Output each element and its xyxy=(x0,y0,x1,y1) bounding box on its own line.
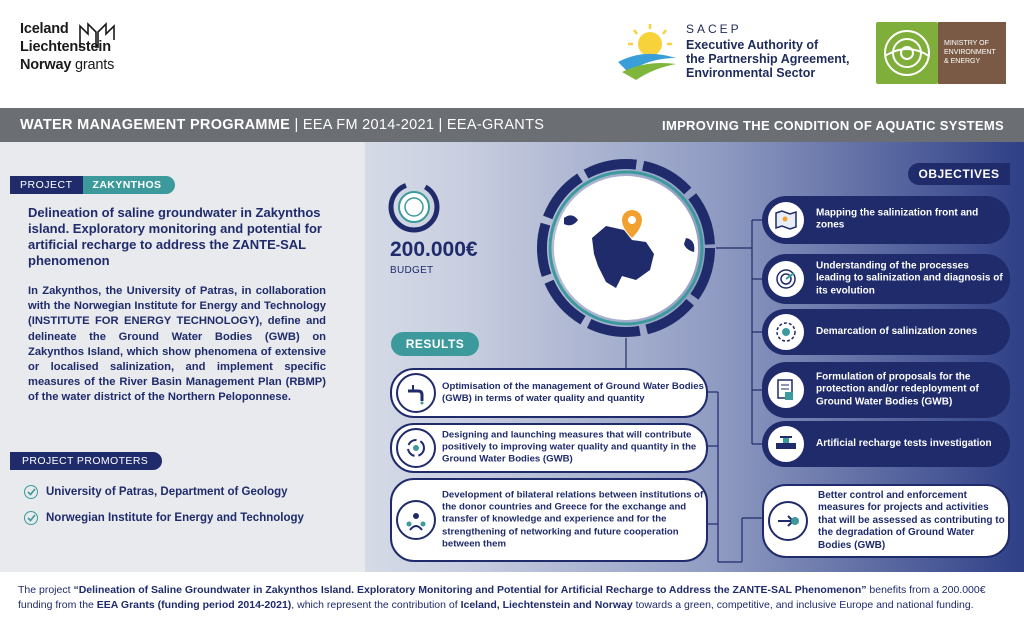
programme-subtitle: IMPROVING THE CONDITION OF AQUATIC SYSTEMS xyxy=(662,118,1004,133)
project-name: ZAKYNTHOS xyxy=(83,176,176,194)
budget-coin-icon xyxy=(388,181,440,233)
header xyxy=(0,0,1024,108)
result-text: Designing and launching measures that will contribute positively to improving water quality and quantity in the Ground Water Bodies (GWB) xyxy=(442,429,697,466)
eea-grants-logo xyxy=(20,20,114,74)
sacep-name: Executive Authority of the Partnership Agreement, Environmental Sector xyxy=(686,38,850,80)
promoter-item: University of Patras, Department of Geology xyxy=(24,485,288,499)
objective-card xyxy=(762,362,1010,418)
objectives-tag: OBJECTIVES xyxy=(908,163,1010,185)
objective-text: Formulation of proposals for the protection and/or redeployment of Ground Water Bodies (GWB) xyxy=(816,371,979,408)
result-card xyxy=(390,368,708,418)
project-tag xyxy=(10,176,175,194)
result-card xyxy=(390,423,708,473)
promoters-tag: PROJECT PROMOTERS xyxy=(10,452,162,470)
budget-amount: 200.000€ xyxy=(390,238,478,261)
objective-card xyxy=(762,196,1010,244)
result-text: Optimisation of the management of Ground Water Bodies (GWB) in terms of water quality and quantity xyxy=(442,380,704,404)
objective-text: Understanding of the processes leading to salinization and diagnosis of its evolution xyxy=(816,260,1003,297)
objective-text: Artificial recharge tests investigation xyxy=(816,437,992,449)
objective-card xyxy=(762,421,1010,467)
eea-line-2: Liechtenstein xyxy=(20,39,111,55)
ministry-emblem xyxy=(876,22,938,84)
results-tag: RESULTS xyxy=(391,332,479,356)
result-card xyxy=(390,478,708,562)
project-description: In Zakynthos, the University of Patras, in collaboration with the Norwegian Institute for Energy and Technology (INSTITUTE FOR ENERGY TECHNOLOGY), define and delineate the Ground Water Bodies (GWB) on Zakynthos Island, which show phenomena of extensive or localised salinization, and implement specific measures of the River Basin Management Plan (RBMP) of the water district of the Northern Peloponnese. xyxy=(28,285,326,404)
programme-title: WATER MANAGEMENT PROGRAMME | EEA FM 2014-2021 | EEA-GRANTS xyxy=(20,117,545,133)
sacep-title: SACEP xyxy=(686,22,742,36)
map-icon xyxy=(766,200,806,240)
result-text: Development of bilateral relations between institutions of the donor countries and Greece for the exchange and transfer of knowledge and experience and for the strengthening of networking and future cooperation between them xyxy=(442,489,704,550)
objective-text: Demarcation of salinization zones xyxy=(816,325,978,337)
eea-grants-mark-icon xyxy=(78,20,118,50)
enforcement-arrow-icon xyxy=(768,501,808,541)
objective-card xyxy=(762,309,1010,355)
objective-text: Mapping the salinization front and zones xyxy=(816,207,979,231)
check-circle-icon xyxy=(24,485,38,499)
promoter-item: Norwegian Institute for Energy and Technology xyxy=(24,511,304,525)
title-bar xyxy=(0,108,1024,142)
faucet-icon xyxy=(396,373,436,413)
footer-note: The project “Delineation of Saline Groundwater in Zakynthos Island. Exploratory Monitoring and Potential for Artificial Recharge to Address the ZANTE-SAL Phenomenon” benefits from a 200.000€ funding from the EEA Grants (funding period 2014-2021), which represent the contribution of Iceland, Liechtenstein and Norway towards a green, competitive, and inclusive Europe and national funding. xyxy=(0,572,1024,626)
objective-card xyxy=(762,254,1010,304)
radar-icon xyxy=(766,259,806,299)
network-zones-icon xyxy=(766,312,806,352)
objective-text: Better control and enforcement measures for projects and activities that will be assessed as contributing to the degradation of Ground Water Bodies (GWB) xyxy=(818,489,1005,551)
sacep-sun-icon xyxy=(614,22,680,84)
budget-label: BUDGET xyxy=(390,265,434,276)
project-label: PROJECT xyxy=(10,176,83,194)
eea-line-1: Iceland xyxy=(20,21,69,37)
ministry-logo xyxy=(876,22,1006,84)
pipe-valve-icon xyxy=(766,424,806,464)
people-network-icon xyxy=(396,500,436,540)
ministry-spiral-icon xyxy=(876,22,938,84)
ministry-name: MINISTRY OF ENVIRONMENT & ENERGY xyxy=(938,22,1006,84)
objective-card xyxy=(762,484,1010,558)
zakynthos-map-circle xyxy=(536,158,716,338)
check-circle-icon xyxy=(24,511,38,525)
eea-line-3: Norway grants xyxy=(20,57,115,73)
gears-cycle-icon xyxy=(396,428,436,468)
project-title: Delineation of saline groundwater in Zakynthos island. Exploratory monitoring and potential for artificial recharge to address the ZANTE-SAL phenomenon xyxy=(28,205,322,268)
document-chart-icon xyxy=(766,370,806,410)
